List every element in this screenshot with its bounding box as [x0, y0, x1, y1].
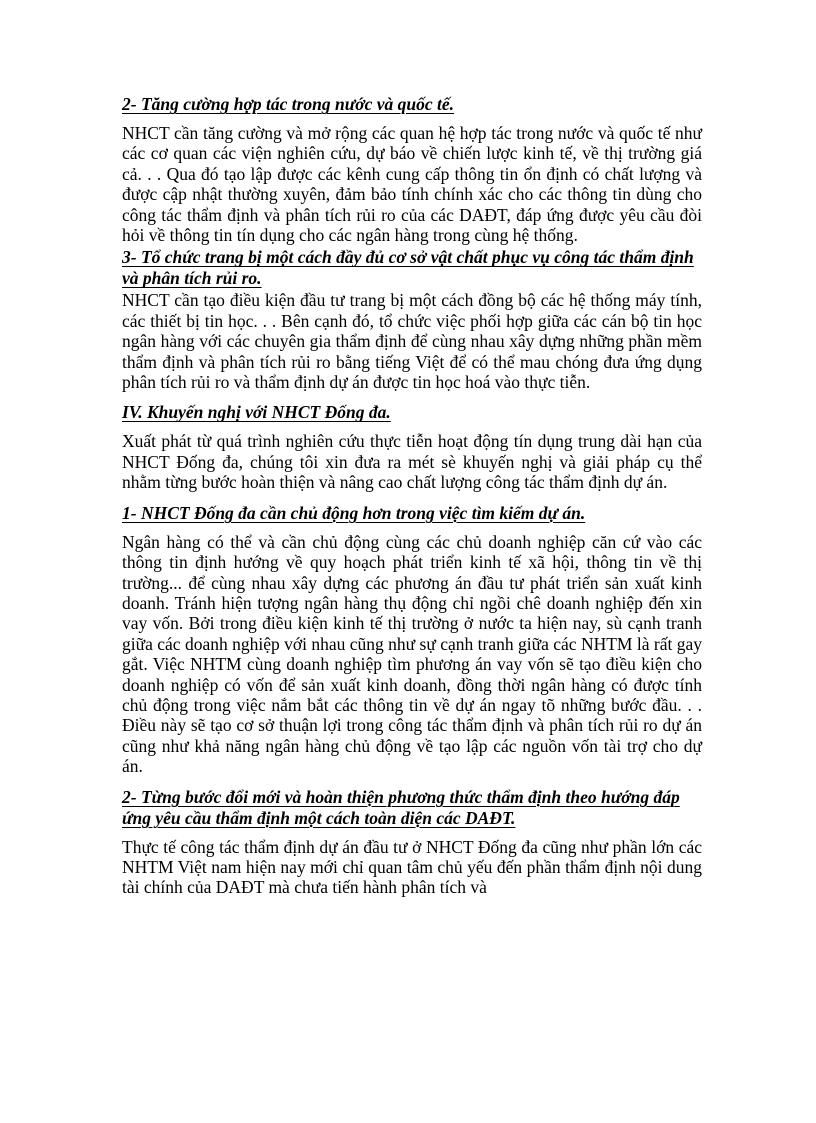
section-heading-appraisal-method: 2- Từng bước đổi mới và hoàn thiện phương thức thẩm định theo hướng đáp ứng yêu cầu thẩm định một cách toàn diện các DAĐT.: [122, 786, 680, 828]
section-body-proactive: Ngân hàng có thể và cần chủ động cùng các chủ doanh nghiệp căn cứ vào các thông tin định hướng về quy hoạch phát triển kinh tế xã hội, thông tin về thị trường... để cùng nhau xây dựng các phương án đầu tư phát triển sản xuất kinh doanh. Tránh hiện tượng ngân hàng thụ động chỉ ngồi chê doanh nghiệp đến xin vay vốn. Bởi trong điều kiện kinh tế thị trường ở nước ta hiện nay, sù cạnh tranh giữa các doanh nghiệp với nhau cũng như sự cạnh tranh giữa các NHTM là rất gay gắt. Việc NHTM cùng doanh nghiệp tìm phương án vay vốn sẽ tạo điều kiện cho doanh nghiệp có vốn để sản xuất kinh doanh, đồng thời ngân hàng có được tính chủ động trong việc nắm bắt các thông tin về dự án ngay tõ những bước đầu. . . Điều này sẽ tạo cơ sở thuận lợi trong công tác thẩm định và phân tích rủi ro dự án cũng như khả năng ngân hàng chủ động về tạo lập các nguồn vốn tài trợ cho dự án.: [122, 531, 702, 777]
section-body-cooperation: NHCT cần tăng cường và mở rộng các quan hệ hợp tác trong nước và quốc tế như các cơ quan các viện nghiên cứu, dự báo về chiến lược kinh tế, về thị trường giá cả. . . Qua đó tạo lập được các kênh cung cấp thông tin ổn định có chất lượng và được cập nhật thường xuyên, đảm bảo tính chính xác cho các thông tin dùng cho công tác thẩm định và phân tích rủi ro của các DAĐT, đáp ứng được yêu cầu đòi hỏi về thông tin tín dụng cho các ngân hàng trong cùng hệ thống.: [122, 123, 702, 246]
section-body-equipment: NHCT cần tạo điều kiện đầu tư trang bị một cách đồng bộ các hệ thống máy tính, các thiết bị tin học. . . Bên cạnh đó, tổ chức việc phối hợp giữa các cán bộ tin học ngân hàng với các chuyên gia thẩm định để cùng nhau xây dựng những phần mềm thẩm định và phân tích rủi ro bằng tiếng Việt để có thể mau chóng đưa ứng dụng phân tích rủi ro và thẩm định dự án được tin học hoá vào thực tiễn.: [122, 290, 702, 393]
document-page: [122, 94, 702, 898]
section-body-appraisal-method: Thực tế công tác thẩm định dự án đầu tư ở NHCT Đống đa cũng như phần lớn các NHTM Việt nam hiện nay mới chỉ quan tâm chủ yếu đến phần thẩm định nội dung tài chính của DAĐT mà chưa tiến hành phân tích và: [122, 836, 702, 898]
section-heading-cooperation: 2- Tăng cường hợp tác trong nước và quốc tế.: [122, 94, 455, 114]
section-heading-recommendations: IV. Khuyến nghị với NHCT Đống đa.: [122, 402, 391, 423]
section-heading-proactive: 1- NHCT Đống đa cần chủ động hơn trong việc tìm kiếm dự án.: [122, 502, 586, 523]
section-heading-equipment: 3- Tổ chức trang bị một cách đầy đủ cơ sở vật chất phục vụ công tác thẩm định và phân tích rủi ro.: [122, 247, 694, 289]
section-body-recommendations: Xuất phát từ quá trình nghiên cứu thực tiễn hoạt động tín dụng trung dài hạn của NHCT Đống đa, chúng tôi xin đưa ra mét sè khuyến nghị và giải pháp cụ thể nhằm từng bước hoàn thiện và nâng cao chất lượng công tác thẩm định dự án.: [122, 431, 702, 493]
